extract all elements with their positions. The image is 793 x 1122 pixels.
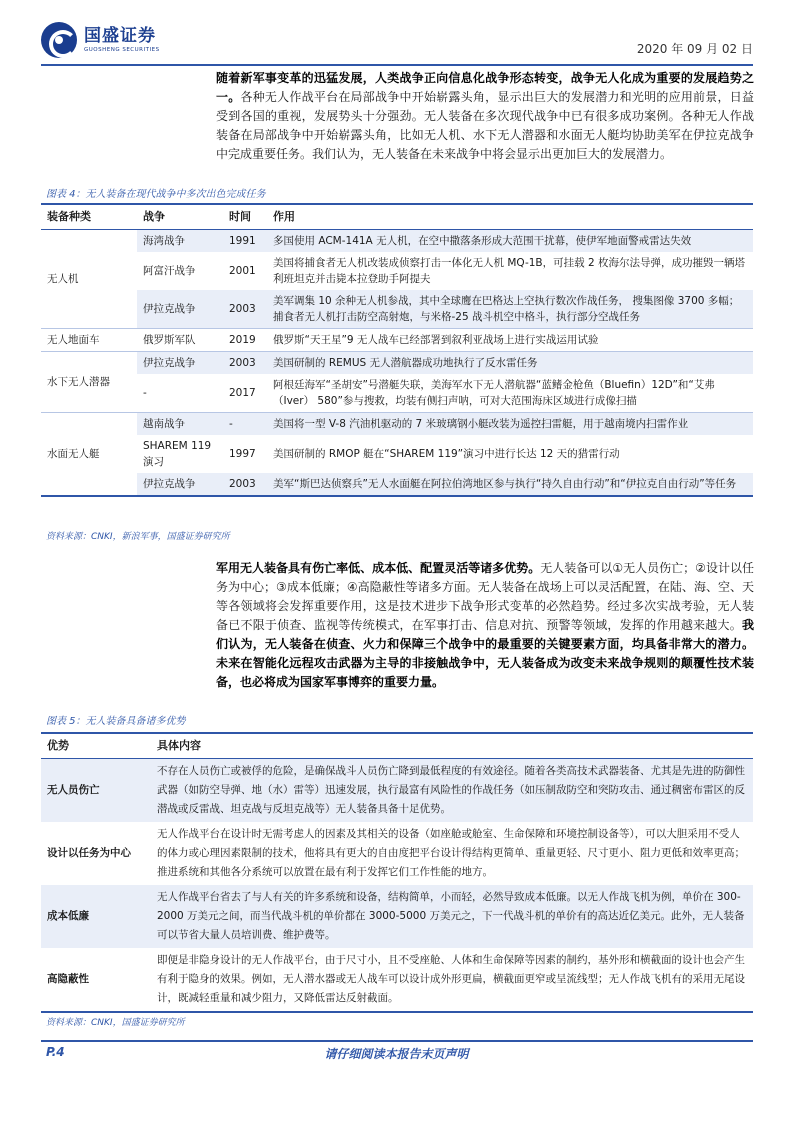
brand-name-cn: 国盛证券 [84,26,156,46]
col-header-war: 战争 [137,204,223,230]
use-cell: 多国使用 ACM-141A 无人机，在空中撒落条形成大范围干扰幕，使伊军地面警戒雷达失效 [267,230,753,253]
brand-name-en: GUOSHENG SECURITIES [84,47,160,53]
figure4-source: 资料来源：CNKI，新浪军事，国盛证券研究所 [46,532,230,542]
col-header-category: 装备种类 [41,204,137,230]
figure4-table [41,203,753,497]
adv-bold-1: 军用无人装备具有伤亡率低、成本低、配置灵活等诸多优势。 [216,561,541,575]
category-cell: 无人地面车 [41,329,137,352]
header-divider [41,64,753,66]
war-cell: SHAREM 119 演习 [143,440,212,468]
table-row [41,822,753,885]
content-cell: 无人作战平台在设计时无需考虑人的因素及其相关的设备（如座舱或舱室、生命保障和环境控制设备等），可以大胆采用不受人的体力或心理因素限制的技术，他将具有更大的自由度把平台设计得结构更简单、重量更轻、尺寸更小、阻力更低和效率更高；推进系统和其他各分系统可以放置在最有利于发挥它们工作性能的地方。 [157,828,745,878]
advantage-cell: 高隐蔽性 [41,948,151,1012]
intro-bold: 随着新军事变革的迅猛发展，人类战争正向信息化战争形态转变，战争无人化成为重要的发展趋势之一。 [216,71,754,104]
table-row [41,885,753,948]
year-cell: 2017 [223,374,267,413]
page-header [41,22,753,66]
use-cell: 美国将一型 V-8 汽油机驱动的 7 米玻璃钢小艇改装为遥控扫雷艇，用于越南境内扫雷作业 [267,413,753,436]
year-cell: 2003 [223,352,267,375]
content-cell: 不存在人员伤亡或被俘的危险，是确保战斗人员伤亡降到最低程度的有效途径。随着各类高技术武器装备、尤其是先进的防御性武器（如防空导弹、地（水）雷等）迅速发展，执行最富有风险性的作战任务（如压制敌防空和突防攻击、通过稠密布雷区的反潜战或反雷战、坦克战与反坦克战等）无人装备具备十足优势。 [157,765,745,815]
table-row [41,252,753,290]
col-header-year: 时间 [223,204,267,230]
use-cell: 俄罗斯“天王星”9 无人战车已经部署到叙利亚战场上进行实战运用试验 [267,329,753,352]
year-cell: 2001 [229,265,256,277]
year-cell: 1991 [223,230,267,253]
footer-divider [41,1040,753,1042]
figure5-table [41,732,753,1013]
table-row [41,290,753,329]
table-row [41,759,753,823]
table-row [41,329,753,352]
content-cell: 即便是非隐身设计的无人作战平台，由于尺寸小，且不受座舱、人体和生命保障等因素的制约，基外形和横截面的设计也会产生有利于隐身的效果。例如，无人潜水器或无人战车可以设计成外形更扁，横截面更窄或呈流线型；无人作战飞机有的采用无尾设计，既减轻重量和减少阻力，又降低雷达反射截面。 [151,948,753,1012]
table-row [41,435,753,473]
war-cell: - [137,374,223,413]
brand-logo [41,22,160,58]
war-cell: 阿富汗战争 [143,265,196,277]
advantage-cell: 无人员伤亡 [47,784,100,796]
category-cell: 无人机 [41,230,137,329]
war-cell: 海湾战争 [137,230,223,253]
table-row [41,413,753,436]
table-row [41,948,753,1012]
advantage-cell: 设计以任务为中心 [47,847,131,859]
adv-text: 无人装备可以①无人员伤亡；②设计以任务为中心；③成本低廉；④高隐蔽性等诸多方面。无人装备在战场上可以灵活配置，在陆、海、空、天等各领域将会发挥重要作用，这是技术进步下战争形式变革的必然趋势。经过多次实战考验，无人装备已不限于侦查、监视等传统模式，在军事打击、信息对抗、预警等领域，发挥的作用越来越大。 [216,561,754,632]
adv-bold-2: 我们认为，无人装备在侦查、火力和保障三个战争中的最重要的关键要素方面，均具备非常大的潜力。未来在智能化远程攻击武器为主导的非接触战争中，无人装备成为改变未来战争规则的颠覆性技术装备，也必将成为国家军事博弈的重要力量。 [216,618,754,689]
table-row [41,473,753,496]
table-row [41,230,753,253]
use-cell: 阿根廷海军“圣胡安”号潜艇失联，美海军水下无人潜航器“蓝鳍金枪鱼（Bluefin）12D”和“艾弗（Iver） 580”参与搜救，均装有侧扫声呐，可对大范围海床区域进行成像扫描 [267,374,753,413]
year-cell: - [223,413,267,436]
advantages-paragraph [216,559,754,692]
col-header-advantage: 优势 [41,733,151,759]
category-cell: 水面无人艇 [41,413,137,497]
table-header-row [41,204,753,230]
guosheng-logo-icon [41,22,77,58]
year-cell: 2019 [223,329,267,352]
table-row [41,374,753,413]
war-cell: 伊拉克战争 [137,290,223,329]
year-cell: 2003 [223,473,267,496]
intro-text: 各种无人作战平台在局部战争中开始崭露头角，显示出巨大的发展潜力和光明的应用前景，日益受到各国的重视，发展势头十分强劲。无人装备在多次现代战争中已有很多成功案例。各种无人作战装备在局部战争中开始崭露头角，比如无人机、水下无人潜器和水面无人艇均协助美军在伊拉克战争中完成重要任务。我们认为，无人装备在未来战争中将会显示出更加巨大的发展潜力。 [216,90,754,161]
figure5-source: 资料来源：CNKI，国盛证券研究所 [46,1018,185,1028]
table-row [41,352,753,375]
intro-paragraph [216,69,754,164]
col-header-use: 作用 [267,204,753,230]
use-cell: 美国研制的 REMUS 无人潜航器成功地执行了反水雷任务 [267,352,753,375]
use-cell: 美军“斯巴达侦察兵”无人水面艇在阿拉伯湾地区参与执行“持久自由行动”和“伊拉克自由行动”等任务 [267,473,753,496]
war-cell: 越南战争 [137,413,223,436]
figure4-title: 图表 4：无人装备在现代战争中多次出色完成任务 [46,189,266,200]
table-header-row [41,733,753,759]
use-cell: 美国研制的 RMOP 艇在“SHAREM 119”演习中进行长达 12 天的猎雷行动 [273,448,620,460]
use-cell: 美国将捕食者无人机改装成侦察打击一体化无人机 MQ-1B，可挂载 2 枚海尔法导弹，成功摧毁一辆塔利班坦克并击毙本拉登助手阿提夫 [273,257,745,285]
content-cell: 无人作战平台省去了与人有关的许多系统和设备，结构简单，小而轻，必然导致成本低廉。以无人作战飞机为例，单价在 300-2000 万美元之间，而当代战斗机的单价都在 3000-5000 万美元之，下一代战斗机的单价有的高达近亿美元。此外，无人装备可以节省大量人员培训费、维护费等。 [157,891,745,941]
figure5-title: 图表 5：无人装备具备诸多优势 [46,716,186,727]
war-cell: 伊拉克战争 [137,473,223,496]
year-cell: 1997 [229,448,256,460]
page-number: P.4 [46,1045,65,1059]
use-cell: 美军调集 10 余种无人机参战，其中全球鹰在巴格达上空执行数次作战任务， 搜集图像 3700 多幅；捕食者无人机打击防空高射炮，与米格-25 战斗机空中格斗，执行部分空战任务 [267,290,753,329]
report-date: 2020 年 09 月 02 日 [636,42,753,56]
advantage-cell: 成本低廉 [47,910,89,922]
war-cell: 俄罗斯军队 [137,329,223,352]
footer-disclaimer: 请仔细阅读本报告末页声明 [324,1047,469,1061]
year-cell: 2003 [223,290,267,329]
category-cell: 水下无人潜器 [41,352,137,413]
war-cell: 伊拉克战争 [137,352,223,375]
col-header-content: 具体内容 [151,733,753,759]
